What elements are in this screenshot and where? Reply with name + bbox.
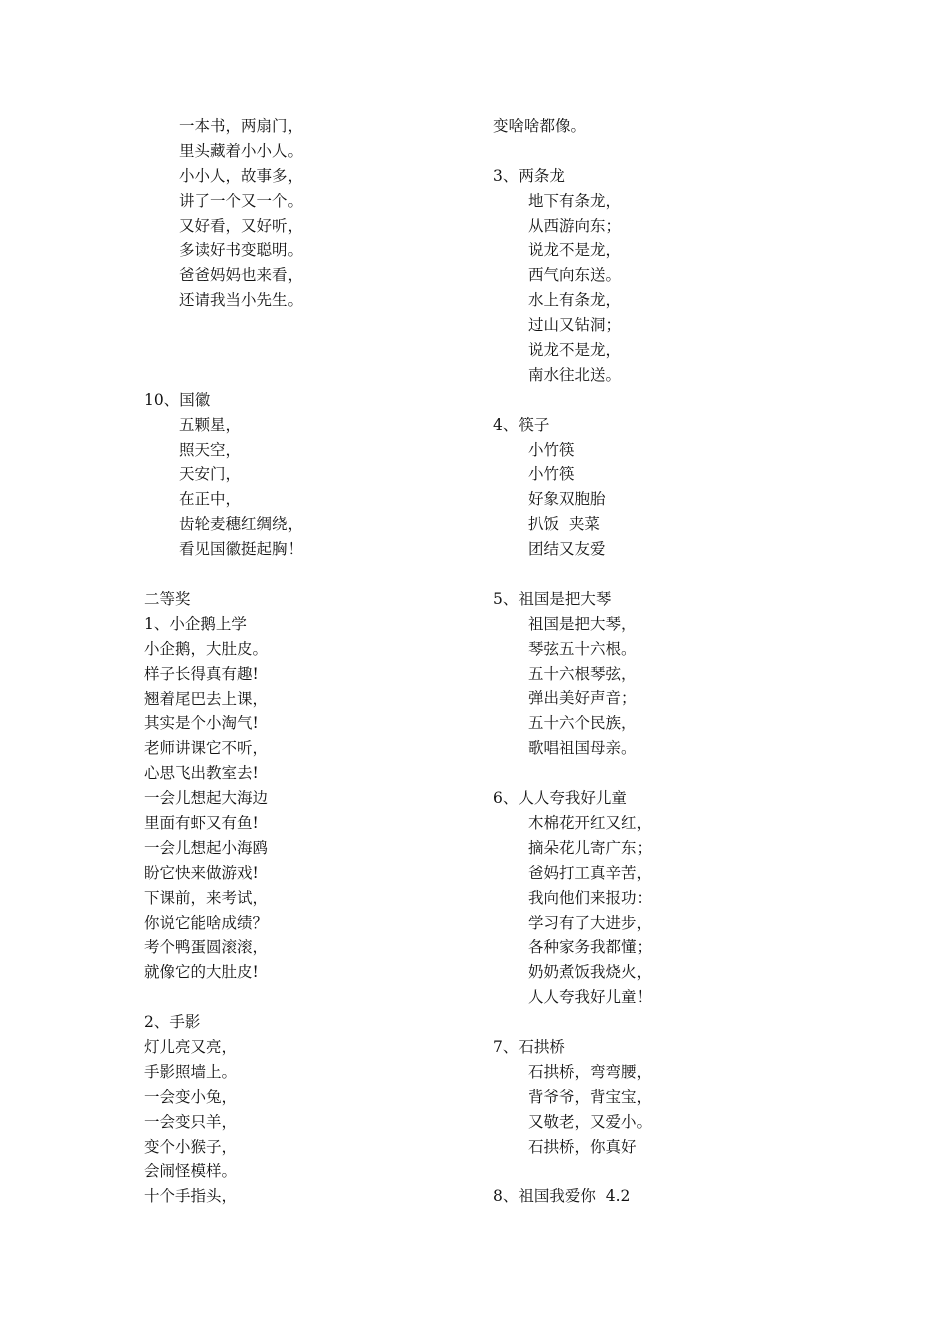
poem-line: 石拱桥，你真好 bbox=[528, 1137, 637, 1156]
poem-line: 你说它能啥成绩？ bbox=[144, 913, 269, 932]
poem-line: 照天空， bbox=[179, 440, 242, 459]
poem-line: 团结又友爱 bbox=[528, 540, 606, 559]
left-column bbox=[144, 114, 464, 1209]
poem-line: 样子长得真有趣! bbox=[144, 664, 259, 683]
poem-line: 灯儿亮又亮， bbox=[144, 1037, 238, 1056]
spacer bbox=[493, 761, 813, 786]
poem-3 bbox=[493, 164, 813, 388]
poem-line: 变个小猴子， bbox=[144, 1137, 238, 1156]
spacer bbox=[493, 388, 813, 413]
poem-line: 五颗星， bbox=[179, 415, 242, 434]
poem-line: 齿轮麦穗红绸绕， bbox=[179, 515, 304, 534]
poem-line: 又敬老，又爱小。 bbox=[528, 1112, 653, 1131]
section-title: 二等奖 bbox=[144, 589, 191, 608]
poem-line: 奶奶煮饭我烧火， bbox=[528, 963, 653, 982]
poem-line: 背爷爷，背宝宝， bbox=[528, 1087, 653, 1106]
poem-6 bbox=[493, 786, 813, 1010]
poem-line: 各种家务我都懂； bbox=[528, 938, 653, 957]
poem-line: 石拱桥，弯弯腰， bbox=[528, 1062, 653, 1081]
poem-line: 摘朵花儿寄广东； bbox=[528, 838, 653, 857]
poem-line: 其实是个小淘气! bbox=[144, 714, 259, 733]
poem-title: 5、祖国是把大琴 bbox=[493, 589, 612, 608]
poem-line: 小竹筷 bbox=[528, 440, 575, 459]
poem-1 bbox=[144, 612, 464, 985]
poem-line: 里头藏着小小人。 bbox=[179, 141, 304, 160]
poem-title: 1、小企鹅上学 bbox=[144, 614, 247, 633]
poem-line: 一会儿想起大海边 bbox=[144, 789, 269, 808]
poem-line: 学习有了大进步， bbox=[528, 913, 653, 932]
poem-line: 爸妈打工真辛苦， bbox=[528, 863, 653, 882]
poem-line: 天安门， bbox=[179, 465, 242, 484]
poem-line: 看见国徽挺起胸！ bbox=[179, 540, 304, 559]
poem-title: 2、手影 bbox=[144, 1013, 201, 1032]
poem-line: 人人夸我好儿童！ bbox=[528, 988, 653, 1007]
poem-line: 会闹怪模样。 bbox=[144, 1162, 238, 1181]
poem-line: 里面有虾又有鱼! bbox=[144, 813, 259, 832]
poem-a bbox=[144, 114, 464, 313]
poem-line: 小竹筷 bbox=[528, 465, 575, 484]
poem-line: 弹出美好声音； bbox=[528, 689, 637, 708]
poem-10 bbox=[144, 388, 464, 562]
poem-line: 我向他们来报功： bbox=[528, 888, 653, 907]
right-column bbox=[493, 114, 813, 1209]
poem-line: 一本书，两扇门， bbox=[179, 117, 304, 135]
poem-line: 说龙不是龙， bbox=[528, 341, 622, 360]
spacer bbox=[493, 562, 813, 587]
spacer bbox=[493, 1159, 813, 1184]
poem-5 bbox=[493, 587, 813, 761]
spacer bbox=[493, 139, 813, 164]
poem-line: 祖国是把大琴， bbox=[528, 614, 637, 633]
poem-line: 说龙不是龙， bbox=[528, 241, 622, 260]
poem-line: 南水往北送。 bbox=[528, 365, 622, 384]
poem-4 bbox=[493, 413, 813, 562]
poem-line: 讲了一个又一个。 bbox=[179, 191, 304, 210]
spacer bbox=[144, 313, 464, 388]
poem-line: 又好看，又好听， bbox=[179, 216, 304, 235]
poem-line: 就像它的大肚皮! bbox=[144, 963, 259, 982]
poem-line: 盼它快来做游戏! bbox=[144, 863, 259, 882]
poem-line: 翘着尾巴去上课， bbox=[144, 689, 269, 708]
poem-line: 一会儿想起小海鸥 bbox=[144, 838, 269, 857]
poem-line: 手影照墙上。 bbox=[144, 1062, 238, 1081]
poem-line: 老师讲课它不听， bbox=[144, 739, 269, 758]
poem-line: 过山又钻洞； bbox=[528, 316, 622, 335]
poem-line: 在正中， bbox=[179, 490, 242, 509]
poem-line: 歌唱祖国母亲。 bbox=[528, 739, 637, 758]
poem-title: 3、两条龙 bbox=[493, 166, 565, 185]
poem-line: 十个手指头， bbox=[144, 1187, 238, 1206]
poem-line: 一会变只羊， bbox=[144, 1112, 238, 1131]
poem-line: 一会变小兔， bbox=[144, 1087, 238, 1106]
poem-line: 好象双胞胎 bbox=[528, 490, 606, 509]
poem-title: 4、筷子 bbox=[493, 415, 550, 434]
poem-line: 从西游向东； bbox=[528, 216, 622, 235]
poem-7 bbox=[493, 1035, 813, 1159]
poem-line: 多读好书变聪明。 bbox=[179, 241, 304, 260]
poem-title: 6、人人夸我好儿童 bbox=[493, 789, 627, 808]
poem-line: 考个鸭蛋圆滚滚， bbox=[144, 938, 269, 957]
poem-line: 琴弦五十六根。 bbox=[528, 639, 637, 658]
continuation-line: 变啥啥都像。 bbox=[493, 117, 587, 135]
poem-line: 还请我当小先生。 bbox=[179, 291, 304, 310]
spacer bbox=[144, 562, 464, 587]
poem-8 bbox=[493, 1184, 813, 1209]
poem-line: 木棉花开红又红， bbox=[528, 813, 653, 832]
poem-line: 西气向东送。 bbox=[528, 266, 622, 285]
poem-line: 下课前，来考试， bbox=[144, 888, 269, 907]
poem-line: 地下有条龙， bbox=[528, 191, 622, 210]
poem-line: 小企鹅，大肚皮。 bbox=[144, 639, 269, 658]
poem-line: 心思飞出教室去! bbox=[144, 764, 259, 783]
poem-line: 五十六根琴弦， bbox=[528, 664, 637, 683]
poem-2 bbox=[144, 1010, 464, 1209]
spacer bbox=[144, 985, 464, 1010]
poem-title: 10、国徽 bbox=[144, 390, 211, 409]
poem-line: 扒饭 夹菜 bbox=[528, 515, 600, 534]
spacer bbox=[493, 1010, 813, 1035]
poem-line: 五十六个民族， bbox=[528, 714, 637, 733]
poem-line: 小小人，故事多， bbox=[179, 166, 304, 185]
poem-title: 8、祖国我爱你 4.2 bbox=[493, 1187, 631, 1206]
poem-title: 7、石拱桥 bbox=[493, 1037, 565, 1056]
poem-line: 爸爸妈妈也来看， bbox=[179, 266, 304, 285]
poem-line: 水上有条龙， bbox=[528, 291, 622, 310]
